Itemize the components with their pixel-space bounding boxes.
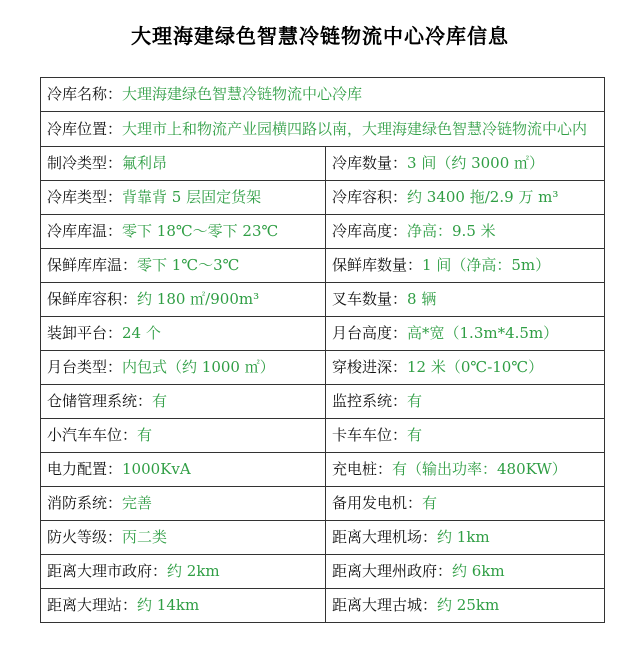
- cell-value: 零下 18℃～零下 23℃: [122, 222, 279, 240]
- table-row: [41, 283, 605, 317]
- cell-label: 防火等级：: [47, 528, 123, 546]
- cell-value: 丙二类: [122, 528, 168, 546]
- table-cell: [326, 555, 605, 589]
- table-cell: [326, 249, 605, 283]
- table-cell: [326, 419, 605, 453]
- table-row: [41, 385, 605, 419]
- table-cell: [41, 419, 326, 453]
- cell-value: 氟利昂: [122, 154, 168, 172]
- cell-value: 净高：9.5 米: [407, 222, 496, 240]
- cell-value: 约 3400 拖/2.9 万 m³: [407, 188, 559, 206]
- cell-value: 大理海建绿色智慧冷链物流中心冷库: [122, 85, 363, 103]
- table-row: [41, 453, 605, 487]
- table-cell: [41, 249, 326, 283]
- table-row: [41, 521, 605, 555]
- cell-value: 完善: [122, 494, 153, 512]
- table-cell: [41, 453, 326, 487]
- cell-label: 电力配置：: [47, 460, 123, 478]
- cell-value: 约 1km: [437, 528, 490, 546]
- cell-value: 约 2km: [167, 562, 220, 580]
- cell-value: 有（输出功率：480KW）: [392, 460, 567, 478]
- cell-value: 12 米（0℃-10℃）: [407, 358, 544, 376]
- cell-label: 冷库库温：: [47, 222, 123, 240]
- page-title: 大理海建绿色智慧冷链物流中心冷库信息: [131, 24, 509, 48]
- cell-label: 距离大理市政府：: [47, 562, 168, 580]
- table-row: [41, 147, 605, 181]
- cell-label: 距离大理古城：: [332, 596, 438, 614]
- cell-label: 装卸平台：: [47, 324, 123, 342]
- cell-value: 有: [152, 392, 168, 410]
- table-cell: [326, 487, 605, 521]
- table-cell: [41, 487, 326, 521]
- cell-label: 保鲜库容积：: [47, 290, 138, 308]
- cell-value: 有: [422, 494, 438, 512]
- table-cell: [41, 521, 326, 555]
- table-row: [41, 419, 605, 453]
- cell-label: 冷库数量：: [332, 154, 408, 172]
- table-row: [41, 317, 605, 351]
- table-cell: [326, 385, 605, 419]
- cell-value: 1000KvA: [122, 460, 191, 478]
- table-cell: [41, 215, 326, 249]
- cell-value: 8 辆: [407, 290, 437, 308]
- table-row: [41, 249, 605, 283]
- cell-label: 监控系统：: [332, 392, 408, 410]
- cell-label: 月台高度：: [332, 324, 408, 342]
- table-cell: [41, 181, 326, 215]
- cell-label: 距离大理站：: [47, 596, 138, 614]
- table-cell: [326, 521, 605, 555]
- cell-label: 冷库位置：: [47, 120, 123, 138]
- cell-label: 小汽车车位：: [47, 426, 138, 444]
- cell-label: 保鲜库库温：: [47, 256, 138, 274]
- cell-label: 充电桩：: [332, 460, 393, 478]
- table-cell: [41, 317, 326, 351]
- cell-label: 卡车车位：: [332, 426, 408, 444]
- table-cell: [41, 147, 326, 181]
- table-row: [41, 78, 605, 112]
- cell-value: 约 14km: [137, 596, 200, 614]
- cell-label: 穿梭进深：: [332, 358, 408, 376]
- table-cell: [41, 351, 326, 385]
- cell-value: 有: [407, 392, 423, 410]
- cell-value: 内包式（约 1000 ㎡）: [122, 358, 275, 376]
- table-row: [41, 589, 605, 623]
- cell-label: 冷库名称：: [47, 85, 123, 103]
- table-cell: [41, 112, 605, 147]
- info-table: [40, 77, 605, 623]
- cell-value: 有: [407, 426, 423, 444]
- cell-label: 保鲜库数量：: [332, 256, 423, 274]
- table-cell: [41, 283, 326, 317]
- cell-value: 有: [137, 426, 153, 444]
- table-cell: [326, 317, 605, 351]
- cell-value: 约 25km: [437, 596, 500, 614]
- cell-value: 3 间（约 3000 ㎡）: [407, 154, 545, 172]
- table-row: [41, 351, 605, 385]
- table-cell: [41, 78, 605, 112]
- table-cell: [326, 283, 605, 317]
- cell-label: 消防系统：: [47, 494, 123, 512]
- cell-value: 24 个: [122, 324, 161, 342]
- table-row: [41, 487, 605, 521]
- table-cell: [326, 147, 605, 181]
- table-cell: [41, 589, 326, 623]
- table-row: [41, 181, 605, 215]
- cell-value: 约 180 ㎡/900m³: [137, 290, 260, 308]
- cell-label: 距离大理机场：: [332, 528, 438, 546]
- cell-value: 1 间（净高：5m）: [422, 256, 551, 274]
- cell-value: 大理市上和物流产业园横四路以南，大理海建绿色智慧冷链物流中心内: [122, 120, 588, 138]
- table-cell: [326, 181, 605, 215]
- cell-value: 高*宽（1.3m*4.5m）: [407, 324, 559, 342]
- cell-label: 备用发电机：: [332, 494, 423, 512]
- cell-label: 冷库类型：: [47, 188, 123, 206]
- cell-label: 仓储管理系统：: [47, 392, 153, 410]
- table-row: [41, 112, 605, 147]
- cell-label: 冷库容积：: [332, 188, 408, 206]
- table-cell: [326, 351, 605, 385]
- table-cell: [41, 385, 326, 419]
- table-cell: [326, 453, 605, 487]
- table-cell: [41, 555, 326, 589]
- table-row: [41, 555, 605, 589]
- cell-label: 月台类型：: [47, 358, 123, 376]
- table-cell: [326, 215, 605, 249]
- cell-value: 背靠背 5 层固定货架: [122, 188, 262, 206]
- cell-label: 制冷类型：: [47, 154, 123, 172]
- cell-label: 距离大理州政府：: [332, 562, 453, 580]
- cell-label: 叉车数量：: [332, 290, 408, 308]
- table-cell: [326, 589, 605, 623]
- cell-label: 冷库高度：: [332, 222, 408, 240]
- cell-value: 约 6km: [452, 562, 505, 580]
- cell-value: 零下 1℃～3℃: [137, 256, 240, 274]
- table-row: [41, 215, 605, 249]
